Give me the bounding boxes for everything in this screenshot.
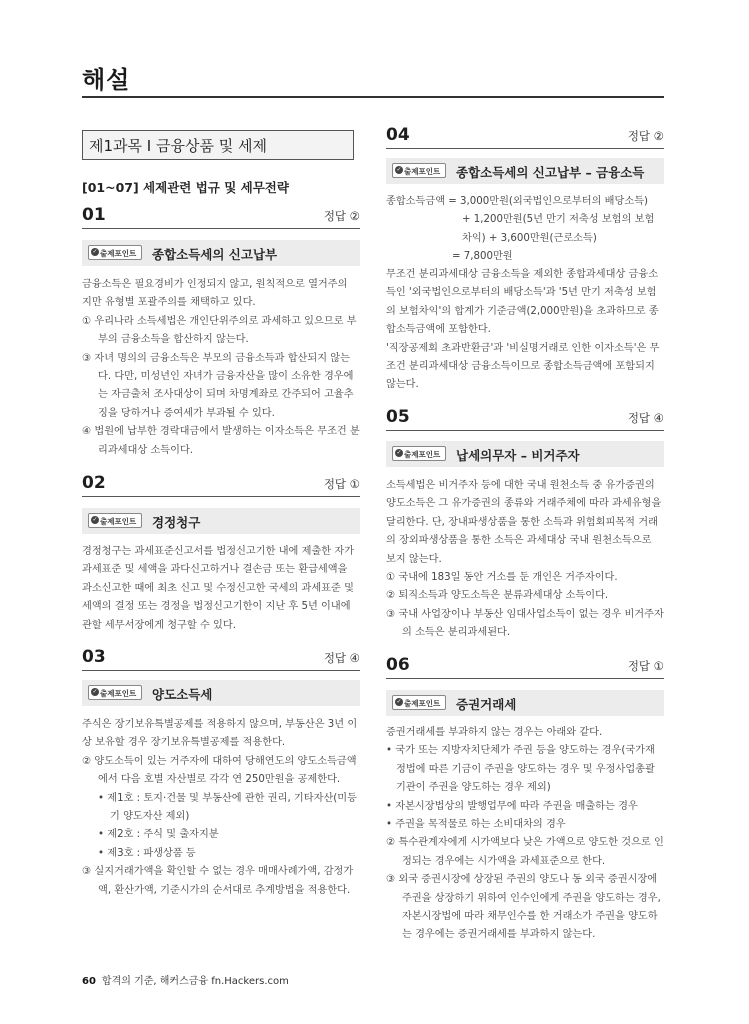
question-header: [82, 202, 360, 229]
answer-label: 정답 ④: [323, 651, 360, 665]
question-number: 04: [386, 125, 410, 145]
question-number: 05: [386, 407, 410, 427]
text-line: 소득세법은 비거주자 등에 대한 국내 원천소득 중 유가증권의 양도소득은 그 유가증권의 종류와 거래주체에 따라 과세유형을 달리한다. 단, 장내파생상품을 통한 소득과 위험회피목적 거래의 장외파생상품을 통한 소득은 과세대상 국내 원천소득으로 보지 않는다.: [386, 480, 662, 565]
text-line: 주식은 장기보유특별공제를 적용하지 않으며, 부동산은 3년 이상 보유할 경우 장기보유특별공제를 적용한다.: [82, 719, 358, 749]
point-title: 종합소득세의 신고납부: [152, 247, 278, 262]
answer-text: [386, 266, 664, 395]
text-line: ② 퇴직소득과 양도소득은 분류과세대상 소득이다.: [386, 590, 609, 602]
point-banner: [82, 508, 360, 534]
formula-line: + 1,200만원(5년 만기 저축성 보험의 보험차익) + 3,600만원(근로소득): [462, 214, 655, 244]
question-number: 06: [386, 655, 410, 675]
formula-line: = 7,800만원: [452, 251, 513, 263]
range-title: [01~07] 세제관련 법규 및 세무전략: [82, 180, 289, 195]
text-line: ③ 실지거래가액을 확인할 수 없는 경우 매매사례가액, 감정가액, 환산가액, 기준시가의 순서대로 추계방법을 적용한다.: [82, 866, 354, 896]
text-line: ② 특수관계자에게 시가액보다 낮은 가액으로 양도한 것으로 인정되는 경우에는 시가액을 과세표준으로 한다.: [386, 837, 664, 867]
answer-label: 정답 ④: [627, 411, 664, 425]
question-number: 01: [82, 205, 106, 225]
answer-label: 정답 ②: [627, 129, 664, 143]
question-header: [82, 470, 360, 497]
formula: [386, 193, 664, 267]
answer-text: [82, 276, 360, 460]
text-line: ① 국내에 183일 동안 거소를 둔 개인은 거주자이다.: [386, 572, 618, 584]
answer-text: [386, 477, 664, 643]
point-banner: [82, 240, 360, 266]
point-banner: [386, 158, 664, 184]
formula-line: 종합소득금액 = 3,000만원(외국법인으로부터의 배당소득): [386, 196, 649, 207]
check-icon: ✓: [92, 688, 98, 695]
text-line: 경정청구는 과세표준신고서를 법정신고기한 내에 제출한 자가 과세표준 및 세액을 과다신고하거나 결손금 또는 환급세액을 과소신고한 때에 최초 신고 및 수정신고한 국세의 과세표준 및 세액의 결정 또는 경정을 법정신고기한이 지난 후 5년 이내에 관할 세무서장에게 청구할 수 있다.: [82, 546, 355, 631]
page-footer: [82, 972, 289, 987]
point-banner: [386, 690, 664, 716]
point-badge: [392, 163, 446, 178]
text-line: 증권거래세를 부과하지 않는 경우는 아래와 같다.: [386, 727, 603, 738]
question-number: 03: [82, 647, 106, 667]
text-line: ② 양도소득이 있는 거주자에 대하여 당해연도의 양도소득금액에서 다음 호별 자산별로 각각 연 250만원을 공제한다.: [82, 755, 357, 786]
point-banner: [82, 680, 360, 706]
question-number: 02: [82, 473, 106, 493]
page-number: 60: [82, 976, 96, 987]
text-line: • 주권을 목적물로 하는 소비대차의 경우: [386, 819, 566, 831]
check-icon: ✓: [396, 166, 402, 173]
answer-label: 정답 ①: [323, 477, 360, 491]
check-icon: ✓: [92, 248, 98, 255]
text-line: ① 우리나라 소득세법은 개인단위주의로 과세하고 있으므로 부부의 금융소득을 합산하지 않는다.: [82, 315, 357, 346]
point-banner: [386, 441, 664, 467]
answer-text: [386, 724, 664, 945]
text-line: • 국가 또는 지방자치단체가 주권 등을 양도하는 경우(국가재정법에 따른 기금이 주권을 양도하는 경우 및 우정사업총괄기관이 주권을 양도하는 경우 제외): [386, 745, 655, 794]
text-line: 금융소득은 필요경비가 인정되지 않고, 원칙적으로 열거주의 지만 유형별 포괄주의를 채택하고 있다.: [82, 279, 348, 309]
point-badge: [392, 446, 446, 461]
title-rule: [82, 96, 664, 98]
text-line: '직장공제회 초과반환금'과 '비실명거래로 인한 이자소득'은 무조건 분리과세대상 금융소득이므로 종합소득금액에 포함되지 않는다.: [386, 342, 660, 391]
text-line: • 제1호 : 토지·건물 및 부동산에 관한 권리, 기타자산(미등기 양도자산 제외): [98, 792, 357, 823]
point-title: 양도소득세: [152, 687, 213, 702]
check-icon: ✓: [396, 449, 402, 456]
answer-label: 정답 ②: [323, 209, 360, 223]
badge-label: 출제포인트: [404, 450, 441, 459]
text-line: • 제3호 : 파생상품 등: [98, 847, 196, 859]
badge-label: 출제포인트: [100, 249, 137, 258]
question-header: [386, 404, 664, 431]
check-icon: ✓: [396, 698, 402, 705]
badge-label: 출제포인트: [404, 167, 441, 176]
answer-text: [82, 543, 360, 635]
question-header: [386, 652, 664, 679]
point-badge: [392, 695, 446, 710]
point-badge: [88, 685, 142, 700]
page-title: 해설: [82, 66, 131, 94]
badge-label: 출제포인트: [404, 699, 441, 708]
point-title: 경정청구: [152, 515, 201, 530]
text-line: ③ 자녀 명의의 금융소득은 부모의 금융소득과 합산되지 않는다. 다만, 미성년인 자녀가 금융자산을 많이 소유한 경우에는 자금출처 조사대상이 되며 차명계좌로 간주되어 고율추징을 당하거나 증여세가 부과될 수 있다.: [82, 352, 354, 419]
text-line: 무조건 분리과세대상 금융소득을 제외한 종합과세대상 금융소득인 '외국법인으로부터의 배당소득'과 '5년 만기 저축성 보험의 보험차익'의 합계가 기준금액(2,000만원)을 초과하므로 종합소득금액에 포함한다.: [386, 269, 659, 336]
text-line: ④ 법원에 납부한 경락대금에서 발생하는 이자소득은 무조건 분리과세대상 소득이다.: [82, 426, 360, 456]
text-line: ③ 국내 사업장이나 부동산 임대사업소득이 없는 경우 비거주자의 소득은 분리과세된다.: [386, 608, 664, 639]
point-badge: [88, 245, 142, 260]
answer-label: 정답 ①: [627, 659, 664, 673]
badge-label: 출제포인트: [100, 689, 137, 698]
text-line: ③ 외국 증권시장에 상장된 주권의 양도나 동 외국 증권시장에 주권을 상장하기 위하여 인수인에게 주권을 양도하는 경우, 자본시장법에 따라 채무인수를 한 거래소가 주권을 양도하는 경우에는 증권거래세를 부과하지 않는다.: [386, 874, 661, 941]
point-title: 종합소득세의 신고납부 – 금융소득: [456, 165, 645, 180]
subject-box: 제1과목 Ι 금융상품 및 세제: [82, 130, 354, 160]
check-icon: ✓: [92, 516, 98, 523]
point-title: 납세의무자 – 비거주자: [456, 448, 580, 463]
question-header: [386, 122, 664, 149]
text-line: • 제2호 : 주식 및 출자지분: [98, 829, 219, 841]
point-badge: [88, 513, 142, 528]
point-title: 증권거래세: [456, 697, 517, 712]
text-line: • 자본시장법상의 발행업무에 따라 주권을 매출하는 경우: [386, 800, 638, 812]
badge-label: 출제포인트: [100, 517, 137, 526]
answer-text: [82, 716, 360, 900]
question-header: [82, 644, 360, 671]
footer-text: 합격의 기준, 해커스금융 fn.Hackers.com: [101, 976, 289, 987]
